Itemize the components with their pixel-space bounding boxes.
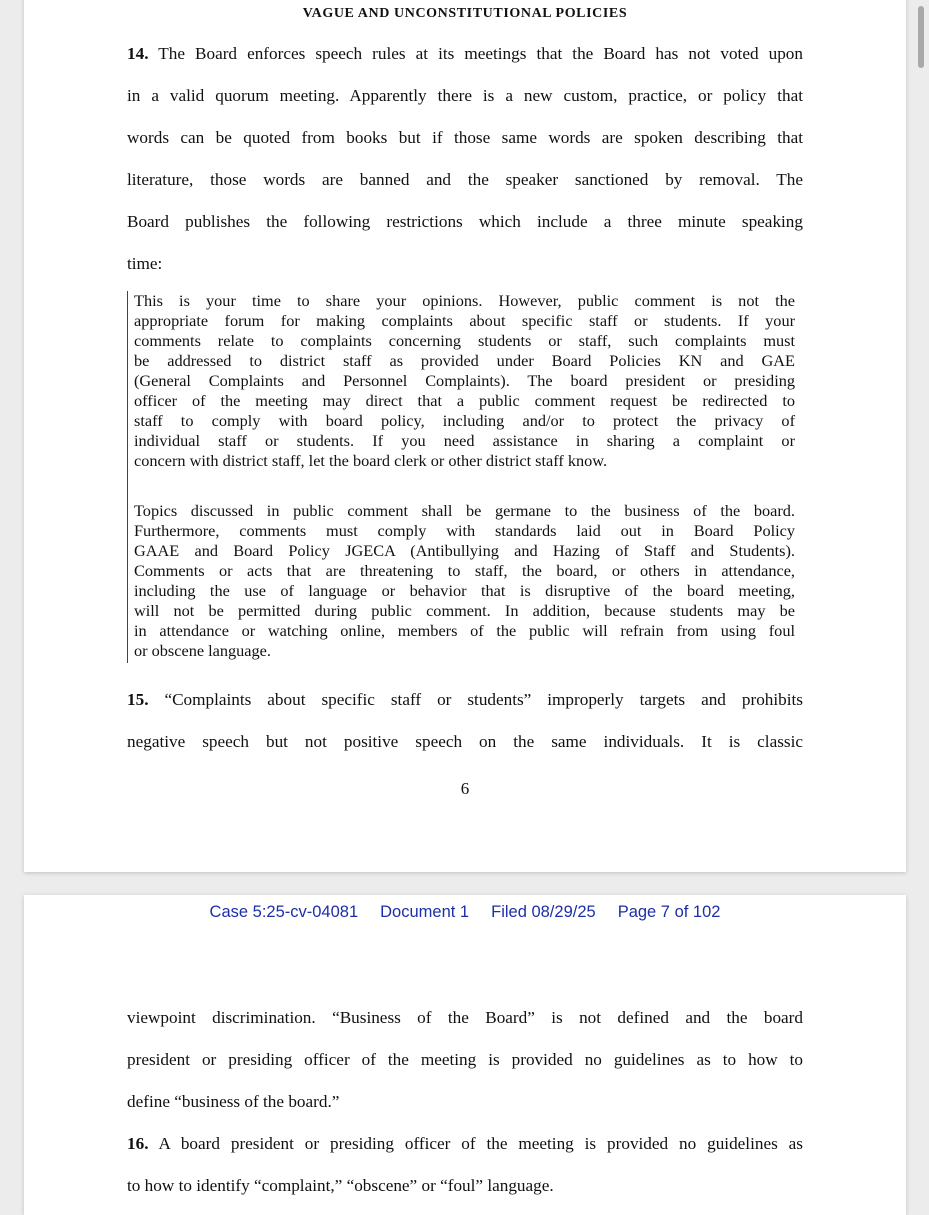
quote-line: concern with district staff, let the board clerk or other district staff know. xyxy=(134,451,608,470)
document-page-6 xyxy=(24,0,906,872)
para-15-cont-line-3: define “business of the board.” xyxy=(127,1092,340,1111)
quote-line: This is your time to share your opinions. However, public comment is not the xyxy=(134,291,795,310)
case-number: Case 5:25-cv-04081 xyxy=(209,903,359,921)
para-14-line-5: Board publishes the following restrictions which include a three minute speaking xyxy=(127,212,803,231)
document-page-7 xyxy=(24,895,906,1215)
para-15-cont-line-1: viewpoint discrimination. “Business of the Board” is not defined and the board xyxy=(127,1008,803,1027)
para-15-number: 15. xyxy=(127,690,149,709)
para-16-line-2: to how to identify “complaint,” “obscene” or “foul” language. xyxy=(127,1176,554,1195)
quote-line: officer of the meeting may direct that a public comment request be redirected to xyxy=(134,391,795,410)
para-15-line-1: 15. “Complaints about specific staff or students” improperly targets and prohibits xyxy=(127,690,803,709)
para-14-number: 14. xyxy=(127,44,149,63)
quote-line: (General Complaints and Personnel Complaints). The board president or presiding xyxy=(134,371,795,390)
para-14-line-1: 14. The Board enforces speech rules at its meetings that the Board has not voted upon xyxy=(127,44,803,63)
quote-line: GAAE and Board Policy JGECA (Antibullying and Hazing of Staff and Students). xyxy=(134,541,795,560)
para-14-line-6: time: xyxy=(127,254,163,273)
page-number: 6 xyxy=(460,779,470,798)
page-count: Page 7 of 102 xyxy=(617,903,721,921)
quote-line: or obscene language. xyxy=(134,641,271,660)
quote-line: including the use of language or behavior that is disruptive of the board meeting, xyxy=(134,581,795,600)
vertical-scrollbar[interactable] xyxy=(918,6,924,68)
filed-date: Filed 08/29/25 xyxy=(491,903,596,921)
document-number: Document 1 xyxy=(380,903,470,921)
quote-line: staff to comply with board policy, including and/or to protect the privacy of xyxy=(134,411,795,430)
quote-line: Furthermore, comments must comply with standards laid out in Board Policy xyxy=(134,521,795,540)
quote-line: in attendance or watching online, members of the public will refrain from using foul xyxy=(134,621,795,640)
para-15-line-2: negative speech but not positive speech on the same individuals. It is classic xyxy=(127,732,803,751)
quote-line: appropriate forum for making complaints about specific staff or students. If your xyxy=(134,311,795,330)
para-16-number: 16. xyxy=(127,1134,149,1153)
quote-line: comments relate to complaints concerning students or staff, such complaints must xyxy=(134,331,795,350)
para-14-line-4: literature, those words are banned and the speaker sanctioned by removal. The xyxy=(127,170,803,189)
para-14-line-2: in a valid quorum meeting. Apparently there is a new custom, practice, or policy that xyxy=(127,86,803,105)
ecf-filing-header xyxy=(24,903,906,922)
para-16-line-1: 16. A board president or presiding officer of the meeting is provided no guidelines as xyxy=(127,1134,803,1153)
para-15-cont-line-2: president or presiding officer of the meeting is provided no guidelines as to how to xyxy=(127,1050,803,1069)
para-14-line-3: words can be quoted from books but if those same words are spoken describing that xyxy=(127,128,803,147)
quote-line: will not be permitted during public comment. In addition, because students may be xyxy=(134,601,795,620)
quote-line: be addressed to district staff as provided under Board Policies KN and GAE xyxy=(134,351,795,370)
quote-line: Topics discussed in public comment shall be germane to the business of the board. xyxy=(134,501,795,520)
block-quote-rule xyxy=(127,291,128,663)
quote-line: individual staff or students. If you need assistance in sharing a complaint or xyxy=(134,431,795,450)
quote-line: Comments or acts that are threatening to staff, the board, or others in attendance, xyxy=(134,561,795,580)
section-heading: VAGUE AND UNCONSTITUTIONAL POLICIES xyxy=(302,6,628,21)
